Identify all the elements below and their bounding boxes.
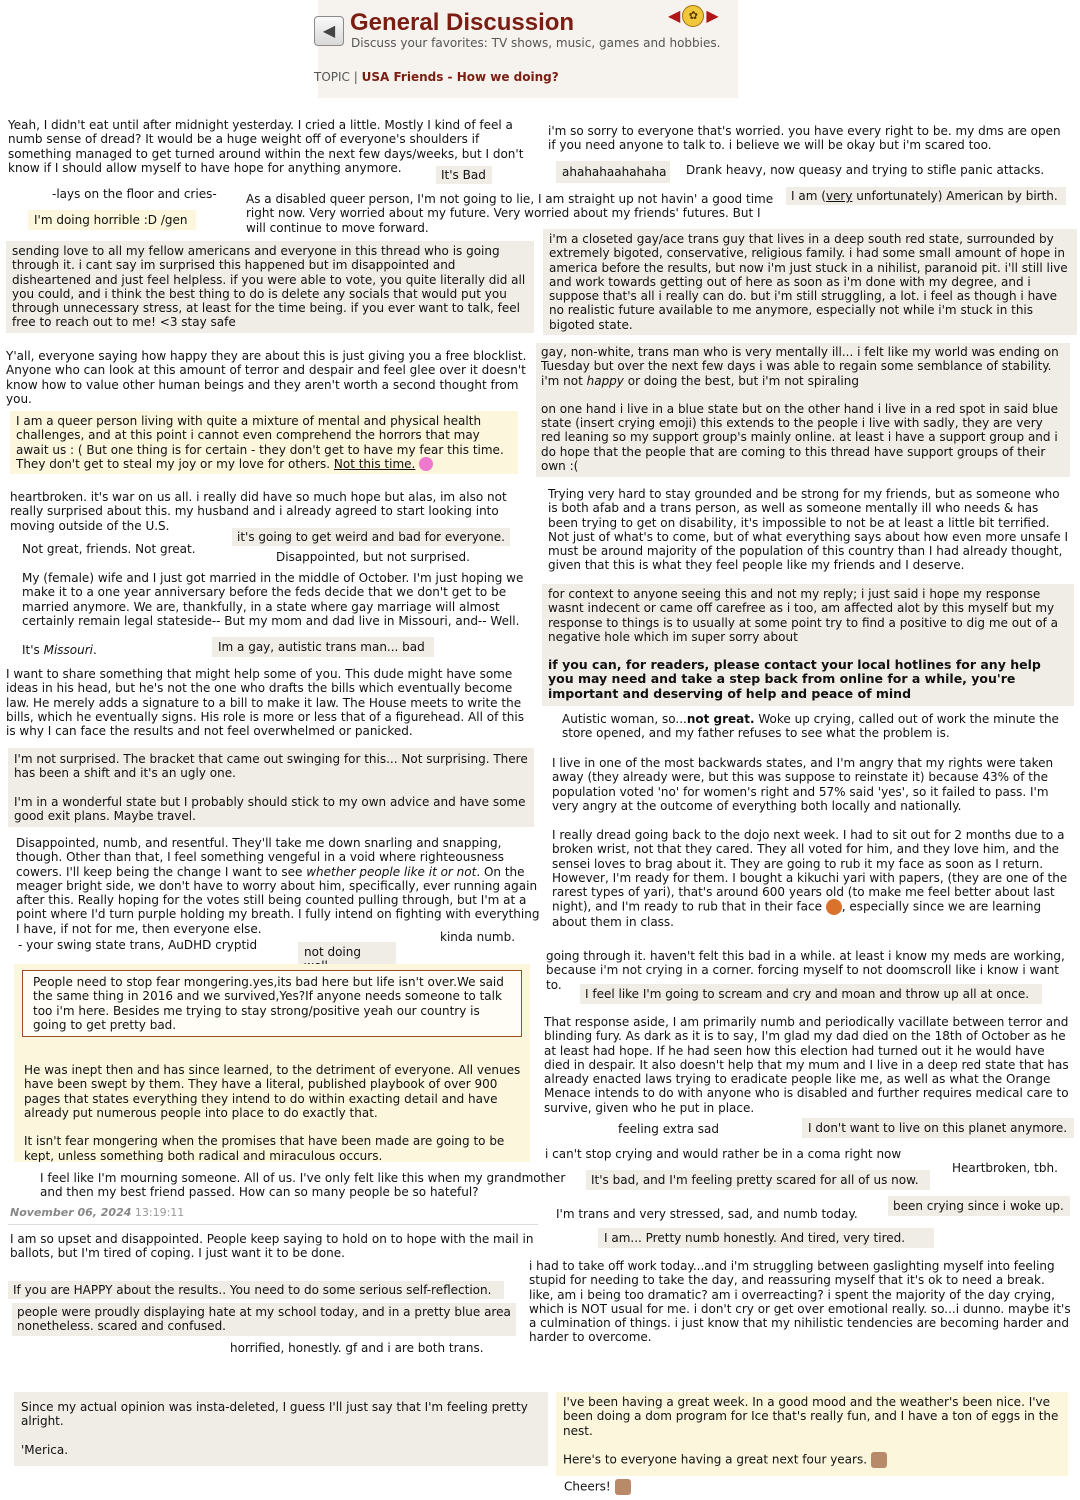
post: It's Bad [436, 166, 492, 184]
post: feeling extra sad [618, 1122, 719, 1136]
post: I'm trans and very stressed, sad, and numb today. [556, 1207, 858, 1221]
post: i'm so sorry to everyone that's worried. you have every right to be. my dms are open if you need anyone to talk to. i believe we will be okay but i'm scared too. [548, 124, 1061, 153]
post: I am (very unfortunately) American by birth. [786, 187, 1066, 205]
topic-title-link[interactable]: USA Friends - How we doing? [361, 70, 559, 84]
post: Cheers! [564, 1479, 764, 1495]
post: been crying since i woke up. [888, 1196, 1070, 1216]
post: it's going to get weird and bad for everyone. [232, 528, 510, 546]
post: Im a gay, autistic trans man... bad [212, 637, 434, 657]
quote-box: People need to stop fear mongering.yes,its bad here but life isn't over.We said the same thing in 2016 and we survived,Yes?If anyone needs someone to talk too i'm here. Besides me trying to stay strong/positive yeah our country is going to get pretty bad. [22, 970, 522, 1037]
post: horrified, honestly. gf and i are both trans. [230, 1341, 484, 1355]
prev-arrow-icon[interactable]: ◀ [668, 6, 681, 25]
pet-badge-icon[interactable]: ✿ [682, 5, 704, 27]
cat-emoji-icon [826, 899, 842, 915]
post: My (female) wife and I just got married in the middle of October. I'm just hoping we make it to a one year anniversary before the feds decide that we don't get to be married anymore. We are, thankfully, in a state where gay marriage will almost certainly remain legal stateside-- But my mom and dad live in Missouri, and-- Well. [22, 571, 524, 628]
post-timestamp: November 06, 2024 13:19:11 [10, 1206, 185, 1219]
post: Yeah, I didn't eat until after midnight yesterday. I cried a little. Mostly I kind of feel a numb sense of dread? It would be a huge weight off of everyone's shoulders if something managed to get turned around within the next few days/weeks, but I don't know if I should allow myself to have hope for anything anymore. [8, 118, 524, 175]
mug-emoji-icon [615, 1479, 631, 1495]
back-arrow-icon: ◀ [322, 20, 336, 40]
post: As a disabled queer person, I'm not going to lie, I am straight up not havin' a good time right now. Very worried about my future. Very worried about my friends' futures. But I will continue to move forward. [246, 192, 774, 235]
post: I really dread going back to the dojo next week. I had to sit out for 2 months due to a broken wrist, not that they cared. They all voted for him, and they love him, and the sensei loves to brag about it. They are going to rub it my face as soon as I return. However, I'm ready for them. I bought a kikuchi yari with papers, (they are one of the rarest types of yari), that's around 600 years old (to make me feel better about last night), and I'm ready to rub that in their face , especially since we are learning about them in class. [552, 828, 1068, 930]
post: People need to stop fear mongering.yes,its bad here but life isn't over.We said the same thing in 2016 and we survived,Yes?If anyone needs someone to talk too i'm here. Besides me trying to stay strong/positive yeah our country is going to get pretty bad. He was inept then and has since learned, to the detriment of everyone. All venues have been swept by them. They have a literal, published playbook of over 900 pages that states everything they intend to do within exacting detail and have already put numerous people into place to do exactly that. It isn't fear mongering when the promises that have been made are going to be kept, unless something both radical and miraculous occurs. [14, 964, 530, 1162]
post: It's Missouri. [22, 643, 97, 657]
post: Since my actual opinion was insta-deleted, I guess I'll just say that I'm feeling pretty alright. 'Merica. [14, 1392, 548, 1466]
post: Trying very hard to stay grounded and be strong for my friends, but as someone who is both afab and a trans person, as well as someone mentally ill who needs & has been trying to get on disability, it's impossible to not be at least a little bit terrified. Not just of what's to come, but of what everything says about how even more unsafe I must be around majority of the population of this country than I had already thought, given that this is what they feel people like my friends and I deserve. [548, 487, 1069, 573]
page-title: General Discussion [350, 9, 575, 36]
post: Drank heavy, now queasy and trying to stifle panic attacks. [686, 163, 1045, 177]
post: not doing [298, 942, 396, 977]
board-nav [668, 4, 736, 28]
post: Disappointed, numb, and resentful. They'll take me down snarling and snapping, though. Other than that, I feel something vengeful in a void where righteousness cowers. I'll keep being the change I want to see whether people like it or not. On the meager bright side, we don't have to worry about him, specifically, ever running again after this. Really hoping for the votes still being counted pulling through, but I'm at a point where I'd turn purple holding my breath. I fully intend on fighting with everything I have, if not for me, then everyone else. [16, 836, 540, 936]
post: kinda numb. [440, 930, 516, 944]
post: heartbroken. it's war on us all. i really did have so much hope but alas, im also not really surprised about this. my husband and i already agreed to start looking into moving outside of the U.S. [10, 490, 507, 533]
post: ahahahaahahaha [556, 161, 670, 183]
post: I'm not surprised. The bracket that came out swinging for this... Not surprising. There has been a shift and it's an ugly one. I'm in a wonderful state but I probably should stick to my own advice and have some good exit plans. Maybe travel. [8, 748, 534, 827]
page-subtitle: Discuss your favorites: TV shows, music, games and hobbies. [351, 36, 721, 50]
topic-label: TOPIC | [314, 70, 358, 84]
post: gay, non-white, trans man who is very mentally ill... i felt like my world was ending on Tuesday but over the next few days i was able to regain some semblance of stability. i'm not happy or doing the best, but i'm not spiraling on one hand i live in a blue state but on the other hand i live in a red spot in said blue state (insert crying emoji) this extends to the people i live with sadly, they are very red leaning so my support group's mainly online. at least i have a support group and i do hope that the people that are coming to this thread have support groups of their own :( [536, 343, 1070, 477]
post: for context to anyone seeing this and not my reply; i just said i hope my response wasnt indecent or came off carefree as i too, am affected alot by this myself but my response to things is to usually at some point try to find a positive to dig me out of a negative hole which im super sorry about if you can, for readers, please contact your local hotlines for any help you may need and take a step back from online for a while, you're important and deserving of help and peace of mind [542, 584, 1074, 706]
post: I feel like I'm mourning someone. All of us. I've only felt like this when my grandmother and then my best friend passed. How can so many people be so hateful? [40, 1171, 566, 1200]
post: people were proudly displaying hate at my school today, and in a pretty blue area nonetheless. scared and confused. [12, 1303, 516, 1336]
post: i'm a closeted gay/ace trans guy that lives in a deep south red state, surrounded by extremely bigoted, conservative, religious family. i had some small amount of hope in america before the results, but now i'm just stuck in a nihilist, paranoid pit. i'll still live and work towards getting out of here as soon as i'm done with my degree, and i suppose that's all i really can do. but i'm still struggling, a lot. i feel as though i have no realistic future available to me anymore, especially not while i'm stuck in this bigoted state. [543, 229, 1077, 335]
post: That response aside, I am primarily numb and periodically vacillate between terror and blinding fury. As dark as it is to say, I'm glad my dad died on the 18th of October as he at least had hope. If he had seen how this election had turned out it he would have died in despair. It also doesn't help that my mum and I live in a deep red state that has already enacted laws trying to eradicate people like me, as well as what the Orange Menace intends to do with anyone who is disabled and further requires medical care to survive, given who he put in place. [544, 1015, 1069, 1115]
post: Heartbroken, tbh. [952, 1161, 1058, 1175]
post: Disappointed, but not surprised. [276, 550, 470, 564]
post: Y'all, everyone saying how happy they are about this is just giving you a free blocklist. Anyone who can look at this amount of terror and despair and feel glee over it doesn't know how to value other human beings and they aren't worth a second thought from you. [6, 349, 527, 406]
post: I am so upset and disappointed. People keep saying to hold on to hope with the mail in ballots, but I'm tired of coping. I just want it to be done. [10, 1232, 534, 1261]
post: I don't want to live on this planet anymore. [802, 1118, 1074, 1138]
divider [8, 1224, 538, 1225]
post: I live in one of the most backwards states, and I'm angry that my rights were taken away (they already were, but this was suppose to reinstate it) because 43% of the population voted 'no' for women's right and 57% said 'yes', so it failed to pass. I'm very angry at the outcome of everything both locally and nationally. [552, 756, 1054, 813]
post-signature: - your swing state trans, AuDHD cryptid [18, 938, 258, 952]
post: I want to share something that might help some of you. This dude might have some ideas in his head, but he's not the one who drafts the bills which eventually become law. He merely adds a signature to a bill to make it law. The House meets to write the bills, which he eventually signs. His role is more or less that of a figurehead. All of this is why I can face the results and not feel overwhelmed or panicked. [6, 667, 524, 739]
post: It's bad, and I'm feeling pretty scared for all of us now. [586, 1170, 930, 1190]
post: I'm doing horrible :D /gen [28, 210, 196, 230]
mug-emoji-icon [871, 1452, 887, 1468]
topic-breadcrumb [314, 70, 559, 84]
post: sending love to all my fellow americans and everyone in this thread who is going through it. i cant say im surprised this happened but im disappointed and disheartened and just feel helpless. if you were able to vote, you quite literally did all you could, and i think the best thing to do is delete any socials that would put you through unnecessary stress, at least for the time being. if you ever want to talk, feel free to reach out to me! <3 stay safe [6, 241, 534, 333]
post: If you are HAPPY about the results.. You need to do some serious self-reflection. [8, 1281, 504, 1299]
post: i had to take off work today...and i'm struggling between gaslighting myself into feeling stupid for needing to take the day, and reassuring myself that it's ok to need a break. like, am i being too dramatic? am i overreacting? i spent the majority of the day crying, which is NOT usual for me. i don't cry or get over emotional really. so...i dunno. maybe it's a culmination of things. i just know that my nihilistic tendencies are becoming harder and harder to overcome. [529, 1259, 1071, 1345]
back-button[interactable] [314, 16, 344, 46]
post: i can't stop crying and would rather be in a coma right now [545, 1147, 902, 1161]
post: going through it. haven't felt this bad in a while. at least i know my meds are working, because i'm not crying in a corner. forcing myself to not doomscroll like i know i want to. [546, 949, 1065, 992]
post: Autistic woman, so...not great. Woke up crying, called out of work the minute the store opened, and my father refuses to see what the problem is. [562, 712, 1059, 741]
post: Not great, friends. Not great. [22, 542, 196, 556]
post: I am... Pretty numb honestly. And tired, very tired. [598, 1228, 934, 1248]
next-arrow-icon[interactable]: ▶ [706, 6, 719, 25]
post: I've been having a great week. In a good mood and the weather's been nice. I've been doing a dom program for Ice that's really fun, and I have a ton of eggs in the nest. Here's to everyone having a great next four years. [556, 1392, 1068, 1476]
post: I feel like I'm going to scream and cry and moan and throw up all at once. [580, 984, 1042, 1004]
post: I am a queer person living with quite a mixture of mental and physical health challenges, and at this point i cannot even comprehend the horrors that may await us : ( But one thing is for certain - they don't get to have my fear this time. They don't get to steal my joy or my love for others. Not this time. [10, 411, 518, 474]
heart-icon [419, 457, 433, 471]
post: -lays on the floor and cries- [52, 187, 217, 201]
